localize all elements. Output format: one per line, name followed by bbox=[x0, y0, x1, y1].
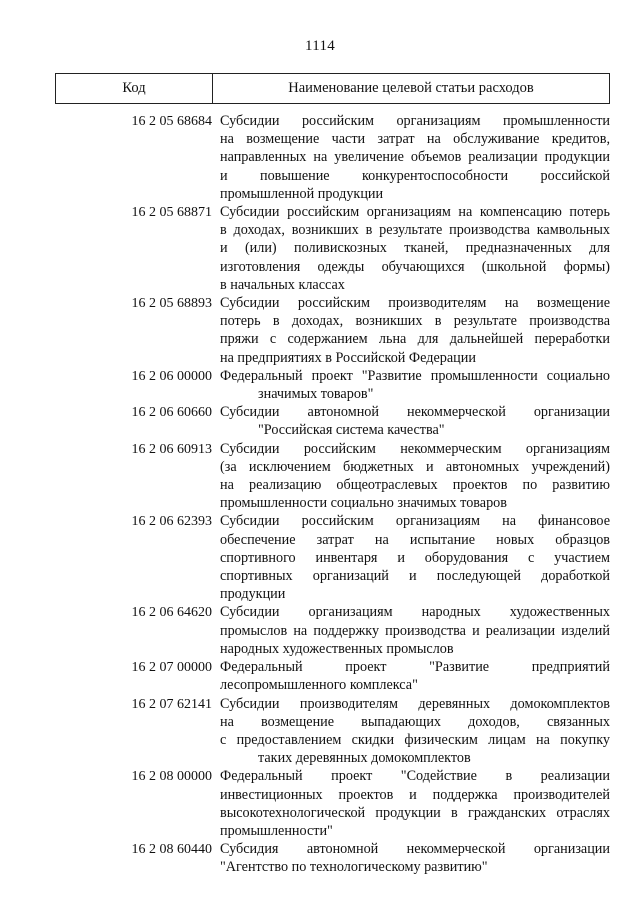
table-row bbox=[55, 203, 610, 294]
description-line: Субсидии российским организациям на компенсацию потерь bbox=[220, 204, 610, 221]
description-line: Субсидии российским некоммерческим организациям bbox=[220, 440, 610, 457]
row-code: 16 2 08 60440 bbox=[131, 842, 212, 858]
row-code: 16 2 05 68871 bbox=[131, 205, 212, 221]
description-line: и (или) поливискозных тканей, предназначенных для bbox=[220, 240, 610, 257]
row-code: 16 2 07 62141 bbox=[131, 696, 212, 712]
description-line: Субсидии автономной некоммерческой организации bbox=[220, 404, 610, 421]
table-row bbox=[55, 840, 610, 876]
table-header bbox=[55, 73, 610, 104]
description-line: на реализацию общеотраслевых проектов по развитию bbox=[220, 477, 610, 494]
column-header-code: Код bbox=[56, 74, 213, 103]
row-description bbox=[218, 695, 610, 768]
description-line: в доходах, возникших в результате производства камвольных bbox=[220, 222, 610, 239]
table-row bbox=[55, 112, 610, 203]
table-body bbox=[55, 112, 610, 877]
description-line: направленных на увеличение объемов реализации продукции bbox=[220, 149, 610, 166]
table-row bbox=[55, 658, 610, 694]
description-line: Субсидии российским организациям на финансовое bbox=[220, 513, 610, 530]
description-line: Субсидия автономной некоммерческой организации bbox=[220, 841, 610, 858]
description-line: обеспечение затрат на испытание новых образцов bbox=[220, 531, 610, 548]
description-line: пряжи с содержанием льна для дальнейшей переработки bbox=[220, 331, 610, 348]
description-line: промыслов на поддержку производства и реализации изделий bbox=[220, 622, 610, 639]
description-line: спортивного инвентаря и оборудования с участием bbox=[220, 549, 610, 566]
description-line: Субсидии российским производителям на возмещение bbox=[220, 295, 610, 312]
description-line: высокотехнологической продукции в гражданских отраслях bbox=[220, 804, 610, 821]
table-row bbox=[55, 294, 610, 367]
description-line: на предприятиях в Российской Федерации bbox=[220, 349, 476, 366]
description-line: промышленности социально значимых товаров bbox=[220, 495, 507, 512]
description-line: на возмещение выпадающих доходов, связанных bbox=[220, 713, 610, 730]
table-row bbox=[55, 767, 610, 840]
table-row bbox=[55, 512, 610, 603]
row-code: 16 2 05 68684 bbox=[131, 114, 212, 129]
description-line: спортивных организаций и последующей доработкой bbox=[220, 568, 610, 585]
table-row bbox=[55, 367, 610, 403]
row-description bbox=[218, 840, 610, 876]
description-line: значимых товаров" bbox=[258, 386, 374, 403]
description-line: народных художественных промыслов bbox=[220, 640, 454, 657]
row-code: 16 2 06 00000 bbox=[131, 368, 212, 384]
description-line: таких деревянных домокомплектов bbox=[258, 750, 471, 767]
description-line: Федеральный проект "Содействие в реализации bbox=[220, 768, 610, 785]
description-line: Субсидии организациям народных художественных bbox=[220, 604, 610, 621]
row-description bbox=[218, 603, 610, 658]
description-line: инвестиционных проектов и поддержка производителей bbox=[220, 786, 610, 803]
description-line: с предоставлением скидки физическим лицам на покупку bbox=[220, 731, 610, 748]
description-line: Федеральный проект "Развитие промышленности социально bbox=[220, 367, 610, 384]
description-line: "Российская система качества" bbox=[258, 422, 445, 439]
row-code: 16 2 08 00000 bbox=[131, 769, 212, 785]
description-line: промышленной продукции bbox=[220, 185, 384, 202]
row-code: 16 2 07 00000 bbox=[131, 660, 212, 676]
description-line: изготовления одежды обучающихся (школьной формы) bbox=[220, 258, 610, 275]
row-code: 16 2 06 64620 bbox=[131, 605, 212, 621]
description-line: лесопромышленного комплекса" bbox=[220, 677, 418, 694]
row-description bbox=[218, 403, 610, 439]
row-description bbox=[218, 294, 610, 367]
table-row bbox=[55, 440, 610, 513]
row-description bbox=[218, 440, 610, 513]
description-line: промышленности" bbox=[220, 822, 333, 839]
row-description bbox=[218, 512, 610, 603]
table-row bbox=[55, 603, 610, 658]
description-line: Субсидии российским организациям промышленности bbox=[220, 113, 610, 129]
description-line: продукции bbox=[220, 586, 286, 603]
row-description bbox=[218, 658, 610, 694]
description-line: на возмещение части затрат на обслуживание кредитов, bbox=[220, 131, 610, 148]
description-line: "Агентство по технологическому развитию" bbox=[220, 859, 488, 876]
description-line: в начальных классах bbox=[220, 276, 345, 293]
description-line: и повышение конкурентоспособности российской bbox=[220, 167, 610, 184]
row-code: 16 2 06 60913 bbox=[131, 441, 212, 457]
page-number: 1114 bbox=[304, 38, 336, 54]
row-code: 16 2 06 60660 bbox=[131, 405, 212, 421]
row-description bbox=[218, 367, 610, 403]
description-line: (за исключением бюджетных и автономных учреждений) bbox=[220, 458, 610, 475]
row-description bbox=[218, 112, 610, 203]
table-row bbox=[55, 695, 610, 768]
description-line: Федеральный проект "Развитие предприятий bbox=[220, 659, 610, 676]
row-description bbox=[218, 767, 610, 840]
table-row bbox=[55, 403, 610, 439]
description-line: потерь в доходах, возникших в результате производства bbox=[220, 313, 610, 330]
row-description bbox=[218, 203, 610, 294]
row-code: 16 2 06 62393 bbox=[131, 514, 212, 530]
column-header-name: Наименование целевой статьи расходов bbox=[288, 80, 534, 96]
description-line: Субсидии производителям деревянных домокомплектов bbox=[220, 695, 610, 712]
row-code: 16 2 05 68893 bbox=[131, 296, 212, 312]
